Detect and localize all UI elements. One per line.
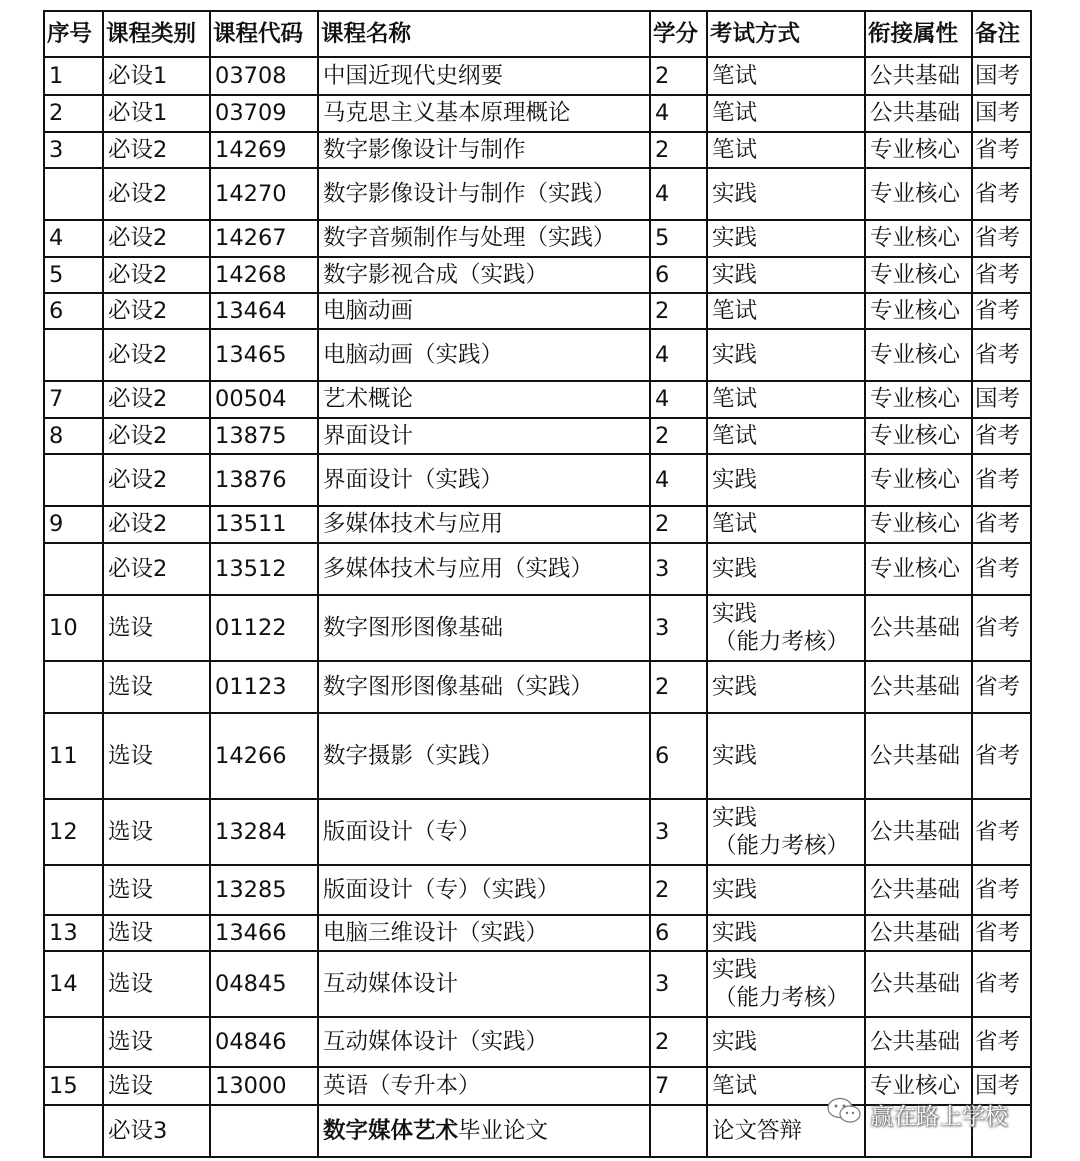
cell-code: 13512 — [210, 543, 318, 595]
table-row — [44, 1017, 1031, 1067]
cell-note: 省考 — [972, 543, 1031, 595]
cell-attr: 专业核心 — [865, 132, 972, 168]
cell-name: 电脑动画（实践） — [318, 329, 650, 381]
table-row — [44, 418, 1031, 454]
cell-credit: 3 — [650, 799, 707, 865]
cell-no: 15 — [44, 1067, 103, 1105]
cell-attr: 专业核心 — [865, 168, 972, 220]
cell-name: 多媒体技术与应用（实践） — [318, 543, 650, 595]
cell-no — [44, 168, 103, 220]
cell-exam: 笔试 — [707, 57, 865, 95]
table-row — [44, 454, 1031, 506]
header-exam: 考试方式 — [707, 11, 865, 57]
cell-name: 互动媒体设计 — [318, 951, 650, 1017]
cell-name: 多媒体技术与应用 — [318, 506, 650, 543]
table-row — [44, 220, 1031, 257]
cell-no: 13 — [44, 915, 103, 951]
cell-no: 6 — [44, 293, 103, 329]
cell-note: 国考 — [972, 95, 1031, 132]
cell-attr: 公共基础 — [865, 57, 972, 95]
cell-credit: 3 — [650, 595, 707, 661]
cell-name: 数字摄影（实践） — [318, 713, 650, 799]
table-row — [44, 329, 1031, 381]
cell-attr: 公共基础 — [865, 799, 972, 865]
cell-category: 选设 — [103, 661, 210, 713]
cell-name: 版面设计（专）（实践） — [318, 865, 650, 915]
exam-method-note: （能力考核） — [714, 629, 850, 655]
watermark — [826, 1096, 1008, 1132]
cell-no: 7 — [44, 381, 103, 418]
cell-credit: 4 — [650, 168, 707, 220]
cell-no — [44, 329, 103, 381]
cell-credit: 5 — [650, 220, 707, 257]
cell-name — [318, 1105, 650, 1157]
thesis-title: 毕业论文 — [458, 1117, 549, 1144]
cell-attr: 专业核心 — [865, 293, 972, 329]
table-row — [44, 57, 1031, 95]
cell-no — [44, 661, 103, 713]
cell-category: 必设2 — [103, 293, 210, 329]
header-row — [44, 11, 1031, 57]
cell-category: 选设 — [103, 799, 210, 865]
cell-category: 必设2 — [103, 381, 210, 418]
cell-exam — [707, 799, 865, 865]
cell-attr: 公共基础 — [865, 915, 972, 951]
cell-code: 14270 — [210, 168, 318, 220]
table-row — [44, 543, 1031, 595]
cell-credit: 2 — [650, 293, 707, 329]
cell-no — [44, 865, 103, 915]
cell-category: 必设1 — [103, 57, 210, 95]
cell-name: 数字影像设计与制作（实践） — [318, 168, 650, 220]
table-row — [44, 132, 1031, 168]
table-row — [44, 951, 1031, 1017]
cell-credit: 2 — [650, 418, 707, 454]
cell-credit — [650, 1105, 707, 1157]
cell-name: 数字影视合成（实践） — [318, 257, 650, 293]
cell-code: 04845 — [210, 951, 318, 1017]
cell-attr: 公共基础 — [865, 595, 972, 661]
cell-category: 选设 — [103, 595, 210, 661]
cell-code: 04846 — [210, 1017, 318, 1067]
cell-name: 英语（专升本） — [318, 1067, 650, 1105]
cell-code: 13465 — [210, 329, 318, 381]
cell-exam: 实践 — [707, 1017, 865, 1067]
cell-no: 9 — [44, 506, 103, 543]
cell-code: 03709 — [210, 95, 318, 132]
cell-category: 选设 — [103, 951, 210, 1017]
cell-code: 13876 — [210, 454, 318, 506]
cell-name: 中国近现代史纲要 — [318, 57, 650, 95]
cell-category: 选设 — [103, 915, 210, 951]
cell-note: 省考 — [972, 595, 1031, 661]
cell-credit: 2 — [650, 661, 707, 713]
cell-credit: 2 — [650, 506, 707, 543]
cell-category: 选设 — [103, 1067, 210, 1105]
cell-credit: 3 — [650, 543, 707, 595]
cell-no — [44, 1105, 103, 1157]
cell-no: 4 — [44, 220, 103, 257]
header-credit: 学分 — [650, 11, 707, 57]
cell-no: 5 — [44, 257, 103, 293]
cell-code: 00504 — [210, 381, 318, 418]
cell-attr: 专业核心 — [865, 506, 972, 543]
cell-no — [44, 454, 103, 506]
cell-credit: 6 — [650, 713, 707, 799]
cell-credit: 3 — [650, 951, 707, 1017]
header-code: 课程代码 — [210, 11, 318, 57]
cell-exam: 论文答辩 — [707, 1105, 865, 1157]
cell-credit: 4 — [650, 329, 707, 381]
table-row — [44, 95, 1031, 132]
cell-exam: 笔试 — [707, 418, 865, 454]
cell-attr: 专业核心 — [865, 454, 972, 506]
cell-code: 13466 — [210, 915, 318, 951]
cell-category: 必设2 — [103, 506, 210, 543]
cell-no: 14 — [44, 951, 103, 1017]
cell-category: 必设2 — [103, 329, 210, 381]
cell-note: 省考 — [972, 293, 1031, 329]
cell-category: 必设2 — [103, 543, 210, 595]
cell-no: 2 — [44, 95, 103, 132]
cell-code — [210, 1105, 318, 1157]
cell-name: 数字图形图像基础 — [318, 595, 650, 661]
cell-code: 13511 — [210, 506, 318, 543]
header-attr: 衔接属性 — [865, 11, 972, 57]
cell-exam: 笔试 — [707, 132, 865, 168]
cell-note: 省考 — [972, 799, 1031, 865]
cell-category: 必设2 — [103, 454, 210, 506]
header-no: 序号 — [44, 11, 103, 57]
cell-name: 艺术概论 — [318, 381, 650, 418]
cell-no: 12 — [44, 799, 103, 865]
cell-no: 3 — [44, 132, 103, 168]
cell-code: 03708 — [210, 57, 318, 95]
cell-code: 14269 — [210, 132, 318, 168]
cell-note: 国考 — [972, 1067, 1031, 1105]
cell-no: 11 — [44, 713, 103, 799]
cell-code: 13285 — [210, 865, 318, 915]
cell-exam: 笔试 — [707, 381, 865, 418]
cell-category: 必设2 — [103, 132, 210, 168]
cell-attr: 公共基础 — [865, 1017, 972, 1067]
cell-no: 8 — [44, 418, 103, 454]
cell-code: 13284 — [210, 799, 318, 865]
cell-exam: 笔试 — [707, 506, 865, 543]
cell-attr: 专业核心 — [865, 329, 972, 381]
cell-note: 省考 — [972, 713, 1031, 799]
cell-name: 界面设计（实践） — [318, 454, 650, 506]
cell-code: 01122 — [210, 595, 318, 661]
cell-note: 省考 — [972, 951, 1031, 1017]
cell-credit: 2 — [650, 1017, 707, 1067]
table-row — [44, 595, 1031, 661]
cell-note: 省考 — [972, 454, 1031, 506]
cell-exam: 实践 — [707, 543, 865, 595]
cell-exam — [707, 951, 865, 1017]
cell-exam: 实践 — [707, 257, 865, 293]
cell-exam: 实践 — [707, 713, 865, 799]
cell-name: 马克思主义基本原理概论 — [318, 95, 650, 132]
cell-credit: 7 — [650, 1067, 707, 1105]
cell-note: 省考 — [972, 418, 1031, 454]
cell-exam: 实践 — [707, 454, 865, 506]
cell-name: 互动媒体设计（实践） — [318, 1017, 650, 1067]
cell-attr: 公共基础 — [865, 661, 972, 713]
table-row — [44, 293, 1031, 329]
cell-note: 省考 — [972, 661, 1031, 713]
cell-note: 省考 — [972, 220, 1031, 257]
watermark-text: 赢在路上学校 — [870, 1103, 1008, 1130]
cell-credit: 2 — [650, 57, 707, 95]
table-row — [44, 799, 1031, 865]
cell-exam: 实践 — [707, 661, 865, 713]
cell-code: 14268 — [210, 257, 318, 293]
wechat-icon — [826, 1096, 862, 1132]
cell-note: 省考 — [972, 132, 1031, 168]
course-table — [43, 10, 1032, 1158]
cell-exam: 实践 — [707, 220, 865, 257]
cell-exam: 笔试 — [707, 293, 865, 329]
table-row — [44, 661, 1031, 713]
cell-credit: 4 — [650, 381, 707, 418]
header-category: 课程类别 — [103, 11, 210, 57]
cell-category: 必设2 — [103, 220, 210, 257]
cell-name: 数字图形图像基础（实践） — [318, 661, 650, 713]
cell-exam: 实践 — [707, 168, 865, 220]
cell-name: 数字音频制作与处理（实践） — [318, 220, 650, 257]
table-row — [44, 506, 1031, 543]
cell-attr: 公共基础 — [865, 713, 972, 799]
cell-credit: 4 — [650, 454, 707, 506]
cell-exam: 实践 — [707, 329, 865, 381]
cell-attr: 公共基础 — [865, 865, 972, 915]
cell-note: 省考 — [972, 257, 1031, 293]
cell-attr: 专业核心 — [865, 1067, 972, 1105]
cell-name: 电脑三维设计（实践） — [318, 915, 650, 951]
cell-attr: 专业核心 — [865, 543, 972, 595]
cell-credit: 6 — [650, 915, 707, 951]
cell-note: 省考 — [972, 168, 1031, 220]
cell-name: 界面设计 — [318, 418, 650, 454]
table-row — [44, 713, 1031, 799]
cell-exam: 笔试 — [707, 1067, 865, 1105]
cell-category: 选设 — [103, 865, 210, 915]
cell-note: 省考 — [972, 865, 1031, 915]
cell-no: 10 — [44, 595, 103, 661]
cell-code: 13875 — [210, 418, 318, 454]
cell-exam: 实践 — [707, 865, 865, 915]
cell-note: 省考 — [972, 1017, 1031, 1067]
cell-attr: 专业核心 — [865, 381, 972, 418]
cell-note: 省考 — [972, 915, 1031, 951]
cell-category: 选设 — [103, 1017, 210, 1067]
cell-attr: 公共基础 — [865, 95, 972, 132]
cell-attr: 公共基础 — [865, 951, 972, 1017]
cell-category: 必设3 — [103, 1105, 210, 1157]
exam-method-note: （能力考核） — [714, 833, 850, 859]
cell-no: 1 — [44, 57, 103, 95]
table-row — [44, 915, 1031, 951]
cell-exam: 实践 — [707, 915, 865, 951]
cell-category: 必设2 — [103, 418, 210, 454]
cell-exam — [707, 595, 865, 661]
cell-name: 版面设计（专） — [318, 799, 650, 865]
cell-code: 14267 — [210, 220, 318, 257]
cell-name: 数字影像设计与制作 — [318, 132, 650, 168]
cell-note: 省考 — [972, 506, 1031, 543]
cell-note: 省考 — [972, 329, 1031, 381]
exam-method: 实践 — [712, 601, 758, 627]
cell-credit: 6 — [650, 257, 707, 293]
cell-category: 必设1 — [103, 95, 210, 132]
header-name: 课程名称 — [318, 11, 650, 57]
cell-credit: 2 — [650, 865, 707, 915]
cell-exam: 笔试 — [707, 95, 865, 132]
cell-category: 必设2 — [103, 168, 210, 220]
exam-method-note: （能力考核） — [714, 985, 850, 1011]
cell-credit: 2 — [650, 132, 707, 168]
cell-credit: 4 — [650, 95, 707, 132]
thesis-major-name: 数字媒体艺术 — [323, 1117, 459, 1144]
table-row — [44, 168, 1031, 220]
cell-code: 14266 — [210, 713, 318, 799]
header-note: 备注 — [972, 11, 1031, 57]
cell-name: 电脑动画 — [318, 293, 650, 329]
cell-attr: 专业核心 — [865, 418, 972, 454]
cell-no — [44, 543, 103, 595]
exam-method: 实践 — [712, 957, 758, 983]
cell-note: 国考 — [972, 381, 1031, 418]
cell-note: 国考 — [972, 57, 1031, 95]
exam-method: 实践 — [712, 805, 758, 831]
table-row — [44, 381, 1031, 418]
table-row — [44, 865, 1031, 915]
cell-code: 13000 — [210, 1067, 318, 1105]
table-row — [44, 257, 1031, 293]
cell-code: 01123 — [210, 661, 318, 713]
cell-category: 选设 — [103, 713, 210, 799]
cell-no — [44, 1017, 103, 1067]
cell-category: 必设2 — [103, 257, 210, 293]
cell-attr: 专业核心 — [865, 257, 972, 293]
cell-code: 13464 — [210, 293, 318, 329]
cell-attr: 专业核心 — [865, 220, 972, 257]
